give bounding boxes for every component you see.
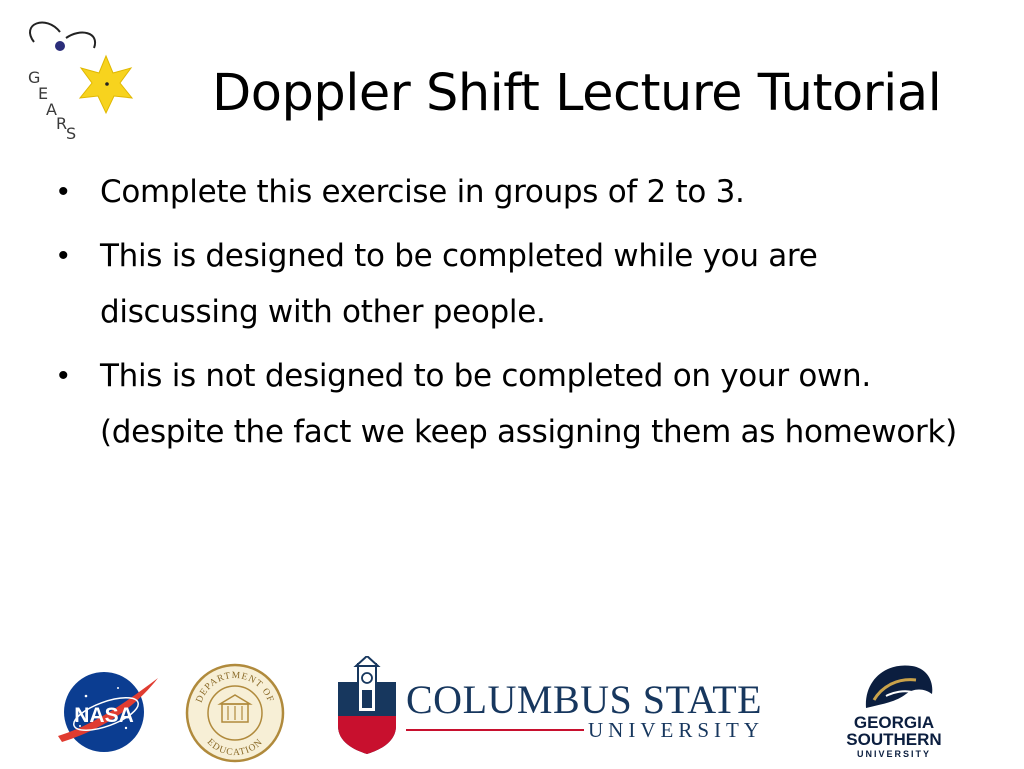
georgia-southern-university-logo [846, 658, 942, 760]
bullet-list [58, 164, 978, 468]
bullet-item [58, 164, 978, 220]
svg-text:EDUCATION: EDUCATION [204, 737, 266, 759]
bullet-text: Complete this exercise in groups of 2 to 3. [100, 174, 745, 210]
department-of-education-seal [184, 662, 286, 764]
gears-letter-e: E [38, 84, 49, 103]
clock-tower-shield-icon [332, 656, 402, 756]
eagle-head-icon [846, 658, 942, 714]
csu-name: COLUMBUS STATE [406, 677, 763, 722]
gears-letter-g: G [28, 68, 41, 87]
bullet-item [58, 348, 978, 460]
gsu-line-1: GEORGIA [853, 713, 935, 732]
csu-red-rule [406, 729, 584, 731]
bullet-text: This is not designed to be completed on your own. (despite the fact we keep assigning them as homework) [100, 358, 957, 450]
gears-letter-a: A [46, 100, 57, 119]
bullet-dot-icon: • [58, 175, 69, 208]
bullet-item [58, 228, 978, 340]
gears-letter-s: S [66, 124, 77, 143]
svg-text:NASA: NASA [74, 704, 134, 727]
gsu-line-3: UNIVERSITY [856, 749, 931, 759]
columbus-state-university-logo [332, 656, 796, 756]
bullet-text: This is designed to be completed while you are discussing with other people. [100, 238, 818, 330]
footer-logos [0, 650, 1024, 760]
gears-logo [18, 18, 148, 143]
csu-university-label: UNIVERSITY [588, 718, 764, 742]
slide-title: Doppler Shift Lecture Tutorial [212, 64, 942, 123]
bullet-dot-icon: • [58, 359, 69, 392]
gsu-line-2: SOUTHERN [846, 730, 942, 749]
bullet-dot-icon: • [58, 239, 69, 272]
gears-letter-r: R [56, 114, 68, 133]
nasa-logo [56, 666, 160, 756]
svg-text:DEPARTMENT OF: DEPARTMENT OF [194, 670, 276, 705]
